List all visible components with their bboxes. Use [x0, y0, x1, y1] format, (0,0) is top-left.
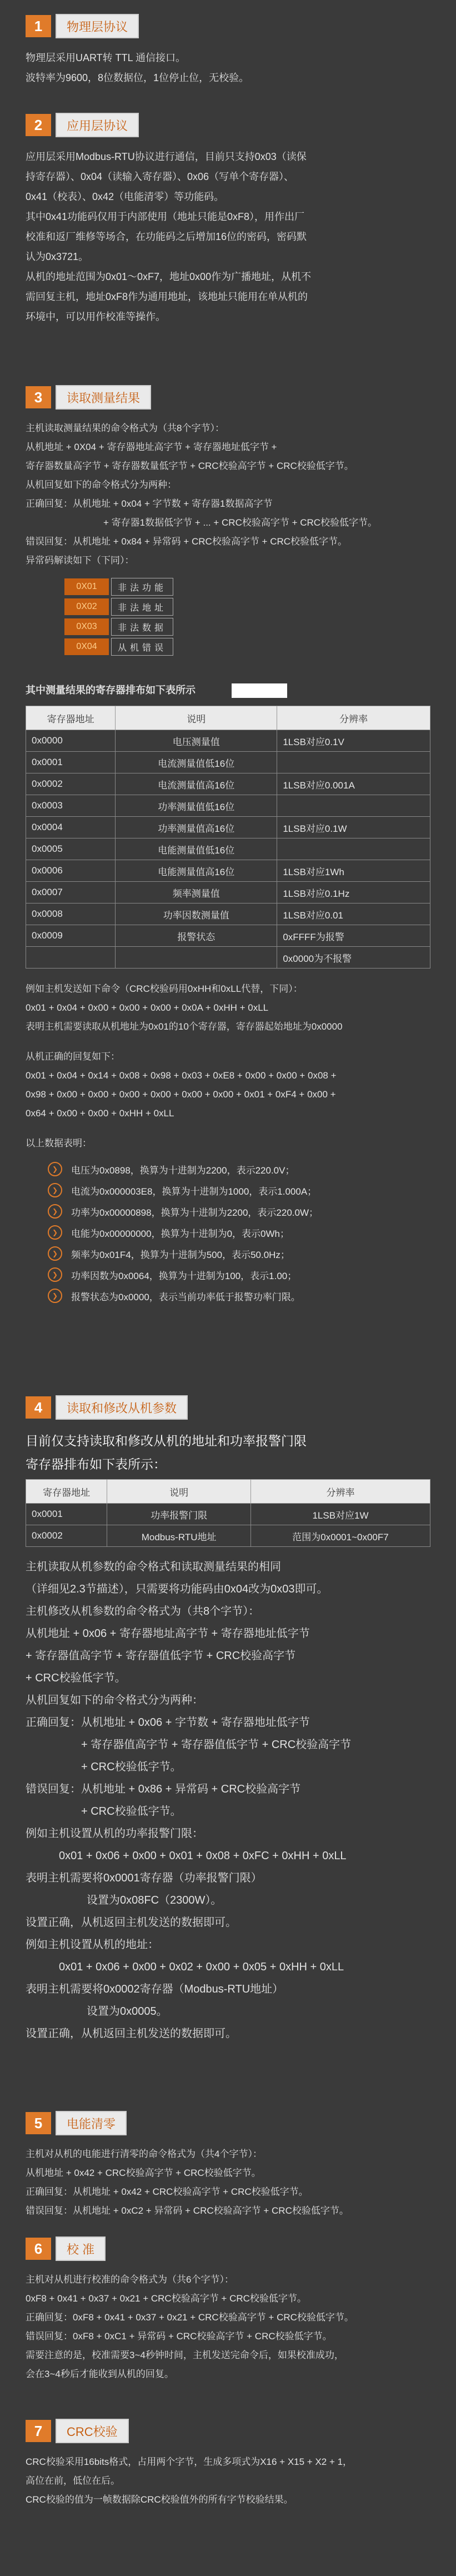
exception-name: 从机错误 [111, 638, 173, 656]
table-row [26, 1525, 430, 1547]
text-line: 从机回复如下的命令格式分为两种： [26, 1694, 203, 1706]
section-header [26, 2235, 430, 2263]
arrow-icon: ❯ [48, 1246, 62, 1261]
text-line: 0x01 + 0x06 + 0x00 + 0x02 + 0x00 + 0x05 + 0xHH + 0xLL [59, 1961, 344, 1973]
exception-code: 0X01 [64, 578, 109, 595]
text-line: 表明主机需要将0x0001寄存器（功率报警门限） [26, 1872, 262, 1884]
table-cell: 0x0004 [26, 817, 116, 838]
text-line: 认为0x3721。 [26, 251, 89, 262]
reply-title: 从机正确的回复如下： [26, 1051, 120, 1062]
table-row [26, 838, 430, 860]
text-line: 从机回复如下的命令格式分为两种： [26, 480, 177, 490]
text-line: 主机读取测量结果的命令格式为（共8个字节）： [26, 423, 224, 433]
exception-code-row [64, 618, 430, 636]
section-header [26, 2109, 430, 2137]
section-slave-params [0, 1394, 456, 2045]
text-line: 从机地址 + 0x42 + CRC校验高字节 + CRC校验低字节。 [26, 2168, 261, 2178]
table-row [26, 752, 430, 773]
text-line: 高位在前，低位在后。 [26, 2475, 120, 2486]
text-line: 正确回复：0xF8 + 0x41 + 0x37 + 0x21 + CRC校验高字节 + CRC校验低字节。 [26, 2312, 354, 2323]
section-read-measurements [0, 383, 456, 1306]
bullet-item [26, 1180, 430, 1201]
section-title: 读取和修改从机参数 [56, 1395, 188, 1420]
section-crc [0, 2417, 456, 2509]
table-cell: 频率测量值 [116, 882, 277, 903]
table-cell: 0x0003 [26, 795, 116, 817]
exception-code: 0X02 [64, 598, 109, 615]
table-header: 说明 [116, 706, 277, 730]
text-line: 会在3~4秒后才能收到从机的回复。 [26, 2369, 174, 2379]
section-title: 校 准 [56, 2236, 106, 2261]
table-cell: 功率报警门限 [107, 1504, 251, 1525]
table-cell: 功率因数测量值 [116, 903, 277, 925]
exception-name: 非法功能 [111, 578, 173, 596]
exception-code: 0X03 [64, 618, 109, 635]
text-line: （详细见2.3节描述），只需要将功能码由0x04改为0x03即可。 [26, 1583, 328, 1595]
table-cell [277, 752, 430, 773]
table-header: 寄存器地址 [26, 1480, 107, 1504]
text-line: 环境中，可以用作校准等操作。 [26, 311, 166, 322]
text-line: 错误回复：从机地址 + 0x84 + 异常码 + CRC校验高字节 + CRC校验低字节。 [26, 536, 348, 547]
section-physical-layer [0, 12, 456, 88]
table-cell: 功率测量值高16位 [116, 817, 277, 838]
arrow-icon: ❯ [48, 1289, 62, 1303]
exception-code: 0X04 [64, 638, 109, 655]
text-line: 应用层采用Modbus-RTU协议进行通信，目前只支持0x03（读保 [26, 151, 307, 162]
bullet-item [26, 1159, 430, 1180]
text-line: CRC校验采用16bits格式，占用两个字节，生成多项式为X16 + X15 + X2 + 1， [26, 2457, 353, 2467]
table-row [26, 817, 430, 838]
text-line: 主机修改从机参数的命令格式为（共8个字节）： [26, 1605, 260, 1618]
table-cell: 1LSB对应1Wh [277, 860, 430, 882]
text-line: 正确回复：从机地址 + 0x04 + 字节数 + 寄存器1数据高字节 [26, 498, 273, 509]
table-cell: 0x0001 [26, 752, 116, 773]
text-line: 正确回复：从机地址 + 0x42 + CRC校验高字节 + CRC校验低字节。 [26, 2186, 308, 2197]
reply-line: 0x98 + 0x00 + 0x00 + 0x00 + 0x00 + 0x00 + 0x00 + 0x01 + 0xF4 + 0x00 + [26, 1089, 336, 1100]
exception-name: 非法数据 [111, 618, 173, 636]
redacted-box [232, 683, 287, 698]
table-header-row [26, 1480, 430, 1504]
bullet-text: 电能为0x00000000，换算为十进制为0，表示0Wh； [71, 1228, 289, 1239]
table-row [26, 947, 430, 969]
explain-title: 以上数据表明： [26, 1138, 92, 1149]
table-row [26, 773, 430, 795]
text-line: 物理层采用UART转 TTL 通信接口。 [26, 52, 186, 63]
section-number: 5 [26, 2112, 51, 2134]
table-cell: 功率测量值低16位 [116, 795, 277, 817]
table-cell: 电能测量值低16位 [116, 838, 277, 860]
table-header: 说明 [107, 1480, 251, 1504]
table-cell: 电流测量值高16位 [116, 773, 277, 795]
section-header [26, 383, 430, 411]
bullet-text: 电压为0x0898，换算为十进制为2200，表示220.0V； [71, 1165, 295, 1176]
table-row [26, 860, 430, 882]
table-cell: 1LSB对应0.001A [277, 773, 430, 795]
table-cell: 1LSB对应1W [251, 1504, 430, 1525]
exception-code-row [64, 598, 430, 616]
section-number: 6 [26, 2238, 51, 2260]
text-line: 表明主机需要将0x0002寄存器（Modbus-RTU地址） [26, 1983, 284, 1995]
text-line: 设置正确，从机返回主机发送的数据即可。 [26, 1916, 237, 1929]
table-cell: 1LSB对应0.1V [277, 730, 430, 752]
table-row [26, 1504, 430, 1525]
text-line: 例如主机设置从机的地址： [26, 1939, 159, 1951]
table-row [26, 795, 430, 817]
text-line: 设置正确，从机返回主机发送的数据即可。 [26, 2028, 237, 2040]
text-line: 其中0x41功能码仅用于内部使用（地址只能是0xF8），用作出厂 [26, 211, 305, 222]
table-header-row [26, 706, 430, 730]
table-cell: 报警状态 [116, 925, 277, 947]
table-cell: 0x0006 [26, 860, 116, 882]
text-line: 需回复主机，地址0xF8作为通用地址，该地址只能用在单从机的 [26, 291, 308, 302]
text-line: 例如主机设置从机的功率报警门限： [26, 1828, 203, 1840]
section-header [26, 111, 430, 139]
section-application-layer [0, 111, 456, 327]
table-cell: 0x0009 [26, 925, 116, 947]
text-line: 需要注意的是，校准需要3~4秒钟时间，主机发送完命令后，如果校准成功， [26, 2350, 344, 2360]
section-header [26, 1394, 430, 1421]
section-title: 电能清零 [56, 2111, 127, 2135]
table-header: 分辨率 [251, 1480, 430, 1504]
exception-name: 非法地址 [111, 598, 173, 616]
text-line: 主机对从机的电能进行清零的命令格式为（共4个字节）： [26, 2149, 262, 2159]
arrow-icon: ❯ [48, 1183, 62, 1197]
text-line: 主机读取从机参数的命令格式和读取测量结果的相同 [26, 1561, 281, 1573]
section-number: 1 [26, 15, 51, 37]
section-number: 3 [26, 386, 51, 408]
text-line: 从机的地址范围为0x01～0xF7，地址0x00作为广播地址，从机不 [26, 271, 312, 282]
arrow-icon: ❯ [48, 1267, 62, 1282]
table-cell: 1LSB对应0.01 [277, 903, 430, 925]
text-line: 设置为0x08FC（2300W）。 [87, 1894, 222, 1906]
table-cell: 0x0008 [26, 903, 116, 925]
bullet-item [26, 1201, 430, 1222]
table-row [26, 882, 430, 903]
section-number: 2 [26, 114, 51, 136]
section-title: CRC校验 [56, 2419, 129, 2443]
table-row [26, 925, 430, 947]
example-command: 0x01 + 0x04 + 0x00 + 0x00 + 0x00 + 0x0A + 0xHH + 0xLL [26, 1002, 269, 1013]
bullet-text: 报警状态为0x0000，表示当前功率低于报警功率门限。 [71, 1291, 300, 1302]
text-line: + 寄存器值高字节 + 寄存器值低字节 + CRC校验高字节 [26, 1650, 296, 1662]
arrow-icon: ❯ [48, 1204, 62, 1219]
text-line: CRC校验的值为一帧数据除CRC校验值外的所有字节校验结果。 [26, 2494, 293, 2505]
text-line: 0xF8 + 0x41 + 0x37 + 0x21 + CRC校验高字节 + CRC校验低字节。 [26, 2293, 307, 2304]
text-line: 主机对从机进行校准的命令格式为（共6个字节）： [26, 2274, 234, 2285]
table-cell: 电压测量值 [116, 730, 277, 752]
text-line: + 寄存器1数据低字节 + ... + CRC校验高字节 + CRC校验低字节。 [103, 517, 378, 528]
param-table [26, 1479, 430, 1547]
bullet-text: 功率因数为0x0064，换算为十进制为100，表示1.00； [71, 1270, 297, 1281]
example-description: 表明主机需要读取从机地址为0x01的10个寄存器，寄存器起始地址为0x0000 [26, 1021, 343, 1032]
bullet-text: 功率为0x00000898，换算为十进制为2200，表示220.0W； [71, 1207, 318, 1218]
table-cell: 0x0000为不报警 [277, 947, 430, 969]
intro-line: 目前仅支持读取和修改从机的地址和功率报警门限 [26, 1434, 307, 1448]
table-cell: 范围为0x0001~0x00F7 [251, 1525, 430, 1547]
table-cell: 1LSB对应0.1Hz [277, 882, 430, 903]
section-calibration [0, 2235, 456, 2384]
table-cell: 0x0005 [26, 838, 116, 860]
exception-code-row [64, 578, 430, 596]
table-cell: 0x0002 [26, 773, 116, 795]
text-line: 持寄存器）、0x04（读输入寄存器）、0x06（写单个寄存器）、 [26, 171, 294, 182]
bullet-item [26, 1264, 430, 1285]
table-cell: 0xFFFF为报警 [277, 925, 430, 947]
section-title: 读取测量结果 [56, 385, 151, 410]
bullet-text: 频率为0x01F4，换算为十进制为500，表示50.0Hz； [71, 1249, 290, 1260]
text-line: + CRC校验低字节。 [81, 1761, 182, 1773]
table-cell: 1LSB对应0.1W [277, 817, 430, 838]
text-line: 设置为0x0005。 [87, 2005, 168, 2018]
text-line: + 寄存器值高字节 + 寄存器值低字节 + CRC校验高字节 [81, 1739, 352, 1751]
text-line: 从机地址 + 0x06 + 寄存器地址高字节 + 寄存器地址低字节 [26, 1628, 310, 1640]
text-line: 0x41（校表）、0x42（电能清零）等功能码。 [26, 191, 224, 202]
text-line: 寄存器数量高字节 + 寄存器数量低字节 + CRC校验高字节 + CRC校验低字节。 [26, 461, 354, 471]
bullet-item [26, 1222, 430, 1243]
bullet-item [26, 1285, 430, 1306]
table-row [26, 903, 430, 925]
table-cell: 0x0000 [26, 730, 116, 752]
table-header: 寄存器地址 [26, 706, 116, 730]
table-cell: Modbus-RTU地址 [107, 1525, 251, 1547]
table-caption [26, 680, 430, 700]
arrow-icon: ❯ [48, 1225, 62, 1240]
text-line: 正确回复：从机地址 + 0x06 + 字节数 + 寄存器地址低字节 [26, 1716, 310, 1729]
section-number: 7 [26, 2420, 51, 2442]
text-line: 错误回复：0xF8 + 0xC1 + 异常码 + CRC校验高字节 + CRC校验低字节。 [26, 2331, 332, 2342]
text-line: 校准和返厂维修等场合，在功能码之后增加16位的密码，密码默 [26, 231, 307, 242]
text-line: 错误回复：从机地址 + 0xC2 + 异常码 + CRC校验高字节 + CRC校验低字节。 [26, 2205, 349, 2216]
section-number: 4 [26, 1396, 51, 1419]
text-line: 异常码解读如下（下同）： [26, 555, 134, 566]
table-cell [277, 795, 430, 817]
bullet-text: 电流为0x000003E8，换算为十进制为1000，表示1.000A； [71, 1186, 317, 1197]
table-cell [277, 838, 430, 860]
intro-line: 寄存器排布如下表所示： [26, 1457, 166, 1471]
text-line: 0x01 + 0x06 + 0x00 + 0x01 + 0x08 + 0xFC + 0xHH + 0xLL [59, 1850, 347, 1862]
register-table [26, 706, 430, 969]
text-line: 从机地址 + 0X04 + 寄存器地址高字节 + 寄存器地址低字节 + [26, 442, 277, 452]
section-header [26, 12, 430, 40]
table-caption-text: 其中测量结果的寄存器排布如下表所示 [26, 685, 196, 696]
section-header [26, 2417, 430, 2445]
table-cell [116, 947, 277, 969]
table-cell: 电能测量值高16位 [116, 860, 277, 882]
table-cell: 0x0001 [26, 1504, 107, 1525]
table-cell [26, 947, 116, 969]
reply-line: 0x64 + 0x00 + 0x00 + 0xHH + 0xLL [26, 1108, 174, 1119]
arrow-icon: ❯ [48, 1162, 62, 1176]
text-line: + CRC校验低字节。 [81, 1805, 182, 1818]
section-title: 应用层协议 [56, 113, 139, 137]
text-line: + CRC校验低字节。 [26, 1672, 126, 1684]
bullet-item [26, 1243, 430, 1264]
table-cell: 电流测量值低16位 [116, 752, 277, 773]
table-cell: 0x0007 [26, 882, 116, 903]
table-row [26, 730, 430, 752]
reply-line: 0x01 + 0x04 + 0x14 + 0x08 + 0x98 + 0x03 + 0xE8 + 0x00 + 0x00 + 0x08 + [26, 1070, 337, 1081]
exception-code-row [64, 638, 430, 656]
example-title: 例如主机发送如下命令（CRC校验码用0xHH和0xLL代替，下同）： [26, 984, 303, 994]
text-line: 波特率为9600，8位数据位，1位停止位，无校验。 [26, 72, 249, 83]
text-line: 错误回复：从机地址 + 0x86 + 异常码 + CRC校验高字节 [26, 1783, 301, 1795]
table-cell: 0x0002 [26, 1525, 107, 1547]
section-title: 物理层协议 [56, 14, 139, 38]
section-energy-reset [0, 2109, 456, 2220]
table-header: 分辨率 [277, 706, 430, 730]
